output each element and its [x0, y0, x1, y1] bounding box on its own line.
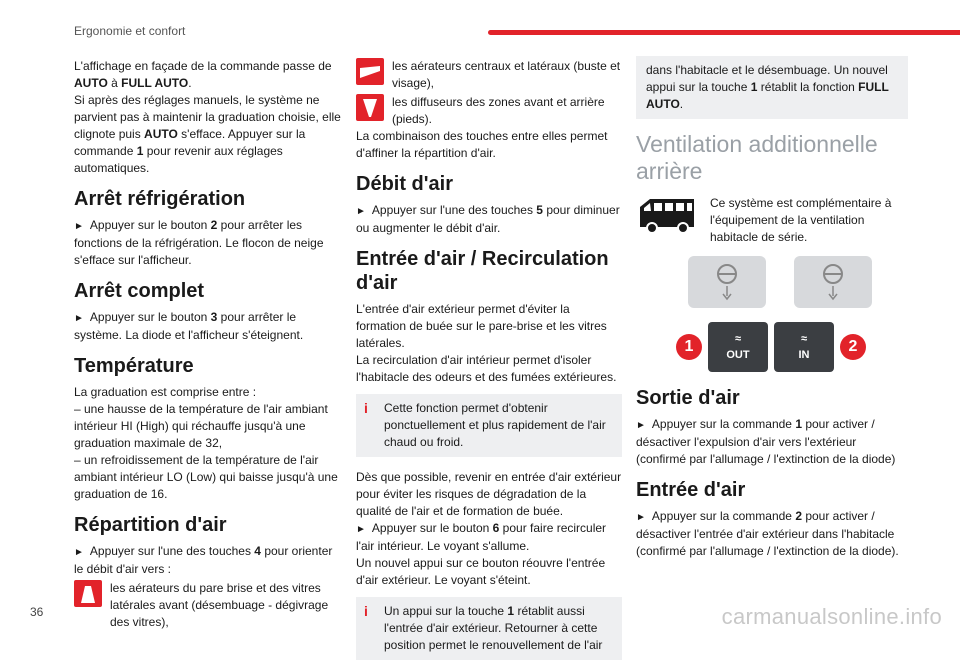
paragraph-refrig: ► Appuyer sur le bouton 2 pour arrêter les fonctions de la réfrigération. Le flocon de neige s'efface sur l'afficheur. [74, 217, 344, 269]
paragraph-combination: La combinaison des touches entre elles permet d'affiner la répartition d'air. [356, 129, 608, 160]
dashboard-illustration [688, 256, 908, 308]
in-button[interactable] [774, 322, 834, 372]
feet-vent-icon [356, 94, 384, 121]
out-button[interactable] [708, 322, 768, 372]
heading-repartition: Répartition d'air [74, 514, 227, 536]
info-note-1 [356, 394, 622, 457]
paragraph-display: L'affichage en façade de la commande passe de AUTO à FULL AUTO. Si après des réglages manuels, le système ne parvient pas à maintenir la graduation choisie, elle clignote puis AUTO s'efface. Appuyer sur la commande 1 pour revenir aux réglages automatiques. [74, 59, 341, 175]
label-1: 1 [676, 334, 702, 360]
dashboard-panel-right [794, 256, 872, 308]
in-wave-icon: ≈ [800, 333, 808, 345]
heading-entree-air: Entrée d'air [636, 479, 746, 501]
column-3 [636, 56, 908, 560]
footer-watermark: carmanualsonline.info [721, 604, 942, 629]
heading-arret-refrigeration: Arrêt réfrigération [74, 188, 246, 210]
button-illustration [676, 322, 908, 372]
list-item-feet [356, 94, 622, 128]
list-item-windscreen [74, 580, 344, 631]
column-1 [74, 58, 344, 631]
list-item-text: les diffuseurs des zones avant et arrière (pieds). [392, 95, 605, 126]
list-item-text: les aérateurs du pare brise et des vitres latérales avant (désembuage - dégivrage des vitres), [110, 581, 329, 629]
van-info-row [636, 195, 908, 246]
list-item-face [356, 58, 622, 92]
steering-wheel-icon [688, 256, 766, 308]
continued-note: dans l'habitacle et le désembuage. Un nouvel appui sur la touche 1 rétablit la fonction FULL AUTO. [636, 56, 908, 119]
paragraph-after: Dès que possible, revenir en entrée d'air extérieur pour éviter les risques de dégradation de la qualité de l'air et de formation de buée. ► Appuyer sur le bouton 6 pour faire recirculer l'air intérieur. Le voyant s'allume. Un nouvel appui sur ce bouton réouvre l'entrée d'air extérieur. Le voyant s'éteint. [356, 469, 622, 589]
heading-arret-complet: Arrêt complet [74, 280, 205, 302]
dashboard-panel-left [688, 256, 766, 308]
paragraph-sortie: ► Appuyer sur la commande 1 pour activer / désactiver l'expulsion d'air vers l'extérieur (confirmé par l'allumage / l'extinction de la diode) [636, 416, 908, 468]
heading-sortie: Sortie d'air [636, 387, 740, 409]
paragraph-debit: ► Appuyer sur l'une des touches 5 pour diminuer ou augmenter le débit d'air. [356, 202, 622, 237]
steering-wheel-icon [794, 256, 872, 308]
heading-debit: Débit d'air [356, 173, 453, 195]
note-text: Un appui sur la touche 1 rétablit aussi l'entrée d'air extérieur. Retourner à cette position permet le renouvellement de l'air [384, 604, 603, 652]
heading-ventilation-arriere: Ventilation additionnelle arrière [636, 131, 878, 184]
info-icon: i [364, 400, 368, 416]
windscreen-vent-icon [74, 580, 102, 607]
heading-temperature: Température [74, 355, 194, 377]
info-note-2 [356, 597, 622, 660]
column-2 [356, 58, 622, 672]
out-label: OUT [726, 349, 750, 361]
paragraph-temperature: La graduation est comprise entre : – une hausse de la température de l'air ambiant intérieur HI (High) qui réchauffe jusqu'à une graduation maximale de 32, – un refroidissement de la température de l'air ambiant intérieur LO (Low) qui baisse jusqu'à une graduation de 16. [74, 385, 338, 501]
heading-entree-recirculation: Entrée d'air / Recirculation d'air [356, 248, 609, 294]
list-item-text: les aérateurs centraux et latéraux (buste et visage), [392, 59, 621, 90]
in-label: IN [798, 349, 810, 361]
info-icon: i [364, 603, 368, 619]
paragraph-entree: L'entrée d'air extérieur permet d'éviter la formation de buée sur le pare-brise et les vitres latérales. La recirculation d'air intérieur permet d'isoler l'habitacle des odeurs et des fumées extérieures. [356, 302, 617, 384]
paragraph-stop: ► Appuyer sur le bouton 3 pour arrêter le système. La diode et l'afficheur s'éteignent. [74, 309, 344, 344]
label-2: 2 [840, 334, 866, 360]
header-accent-bar [488, 30, 960, 35]
note-text: Cette fonction permet d'obtenir ponctuellement et plus rapidement de l'air chaud ou froid. [384, 401, 606, 449]
face-vent-icon [356, 58, 384, 85]
van-icon [636, 195, 698, 237]
out-wave-icon: ≈ [734, 333, 742, 345]
paragraph-entree-air: ► Appuyer sur la commande 2 pour activer / désactiver l'entrée d'air extérieur dans l'habitacle (confirmé par l'allumage / l'extinction de la diode). [636, 508, 908, 560]
vent-description: Ce système est complémentaire à l'équipement de la ventilation habitacle de série. [710, 196, 892, 244]
paragraph-repartition: ► Appuyer sur l'une des touches 4 pour orienter le débit d'air vers : [74, 543, 344, 578]
page-number: 36 [30, 605, 44, 619]
running-header: Ergonomie et confort [74, 24, 186, 38]
